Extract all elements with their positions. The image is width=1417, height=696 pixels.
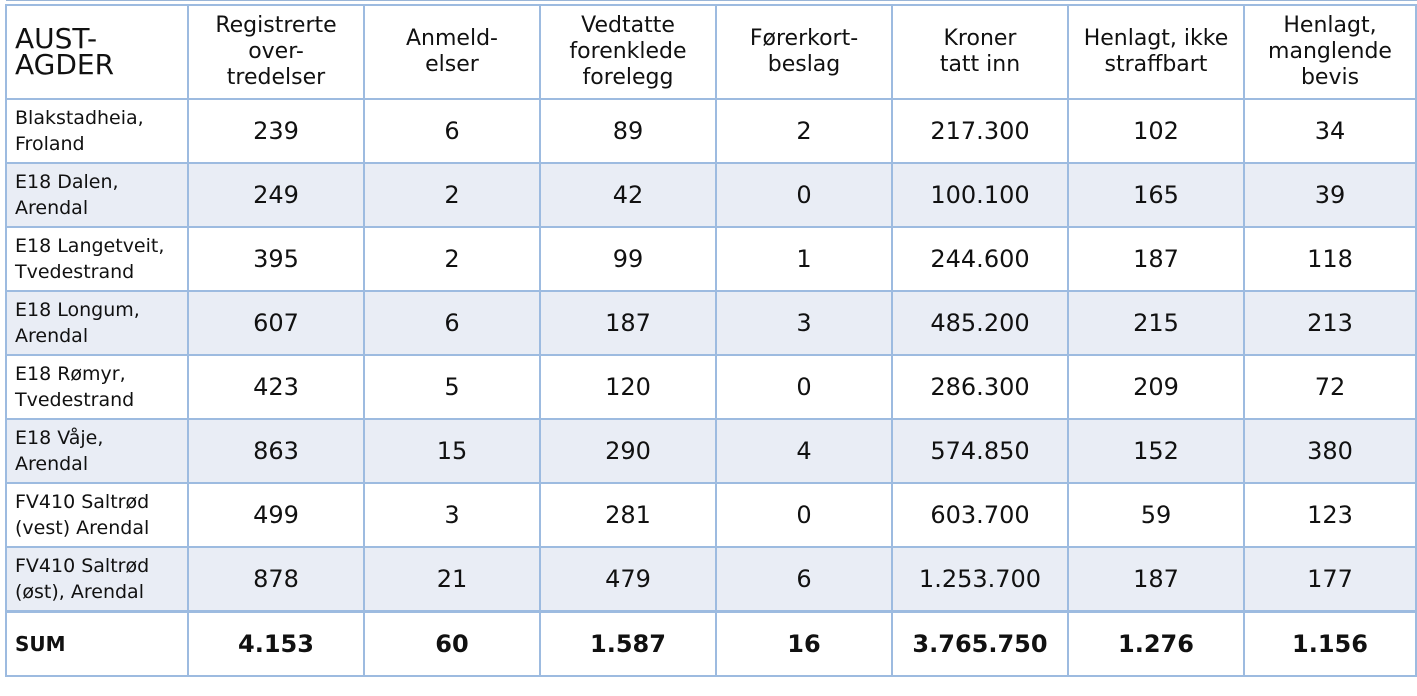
value-cell: 5 [364,355,540,419]
value-cell: 395 [188,227,364,291]
table-row [6,99,1416,163]
value-cell: 215 [1068,291,1244,355]
value-cell: 1 [716,227,892,291]
value-cell: 3 [716,291,892,355]
value-cell: 574.850 [892,419,1068,483]
value-cell: 209 [1068,355,1244,419]
value-cell: 39 [1244,163,1416,227]
value-cell: 290 [540,419,716,483]
column-header: Anmeld- elser [364,5,540,99]
value-cell: 499 [188,483,364,547]
value-cell: 99 [540,227,716,291]
column-header: Registrerte over- tredelser [188,5,364,99]
sum-cell: 1.587 [540,612,716,677]
value-cell: 2 [716,99,892,163]
value-cell: 123 [1244,483,1416,547]
value-cell: 165 [1068,163,1244,227]
value-cell: 878 [188,547,364,612]
value-cell: 102 [1068,99,1244,163]
header-row [6,5,1416,99]
value-cell: 863 [188,419,364,483]
location-cell: Blakstadheia, Froland [6,99,188,163]
value-cell: 6 [716,547,892,612]
table-row [6,163,1416,227]
value-cell: 281 [540,483,716,547]
value-cell: 21 [364,547,540,612]
value-cell: 118 [1244,227,1416,291]
value-cell: 187 [1068,227,1244,291]
value-cell: 15 [364,419,540,483]
table-row [6,227,1416,291]
sum-label: SUM [6,612,188,677]
location-cell: FV410 Saltrød (øst), Arendal [6,547,188,612]
value-cell: 187 [540,291,716,355]
column-header: Henlagt, ikke straffbart [1068,5,1244,99]
value-cell: 120 [540,355,716,419]
sum-cell: 16 [716,612,892,677]
statistics-table [5,4,1417,677]
value-cell: 100.100 [892,163,1068,227]
value-cell: 485.200 [892,291,1068,355]
sum-cell: 4.153 [188,612,364,677]
value-cell: 152 [1068,419,1244,483]
value-cell: 380 [1244,419,1416,483]
value-cell: 2 [364,227,540,291]
value-cell: 249 [188,163,364,227]
value-cell: 0 [716,483,892,547]
value-cell: 34 [1244,99,1416,163]
value-cell: 59 [1068,483,1244,547]
value-cell: 6 [364,99,540,163]
sum-cell: 3.765.750 [892,612,1068,677]
value-cell: 89 [540,99,716,163]
value-cell: 4 [716,419,892,483]
value-cell: 3 [364,483,540,547]
table-row [6,483,1416,547]
sum-cell: 1.276 [1068,612,1244,677]
location-cell: E18 Rømyr, Tvedestrand [6,355,188,419]
value-cell: 1.253.700 [892,547,1068,612]
location-cell: FV410 Saltrød (vest) Arendal [6,483,188,547]
sum-cell: 60 [364,612,540,677]
value-cell: 0 [716,355,892,419]
column-header: Førerkort- beslag [716,5,892,99]
location-cell: E18 Våje, Arendal [6,419,188,483]
location-cell: E18 Dalen, Arendal [6,163,188,227]
column-header: Kroner tatt inn [892,5,1068,99]
value-cell: 239 [188,99,364,163]
value-cell: 423 [188,355,364,419]
value-cell: 286.300 [892,355,1068,419]
sum-cell: 1.156 [1244,612,1416,677]
value-cell: 177 [1244,547,1416,612]
sum-row [6,612,1416,677]
value-cell: 0 [716,163,892,227]
location-cell: E18 Longum, Arendal [6,291,188,355]
value-cell: 213 [1244,291,1416,355]
value-cell: 2 [364,163,540,227]
region-title: AUST-AGDER [6,5,188,99]
value-cell: 244.600 [892,227,1068,291]
value-cell: 479 [540,547,716,612]
column-header: Henlagt, manglende bevis [1244,5,1416,99]
value-cell: 187 [1068,547,1244,612]
value-cell: 603.700 [892,483,1068,547]
value-cell: 72 [1244,355,1416,419]
value-cell: 607 [188,291,364,355]
table-row [6,291,1416,355]
table-row [6,547,1416,612]
table-row [6,355,1416,419]
table-row [6,419,1416,483]
value-cell: 217.300 [892,99,1068,163]
value-cell: 42 [540,163,716,227]
location-cell: E18 Langetveit, Tvedestrand [6,227,188,291]
value-cell: 6 [364,291,540,355]
column-header: Vedtatte forenklede forelegg [540,5,716,99]
